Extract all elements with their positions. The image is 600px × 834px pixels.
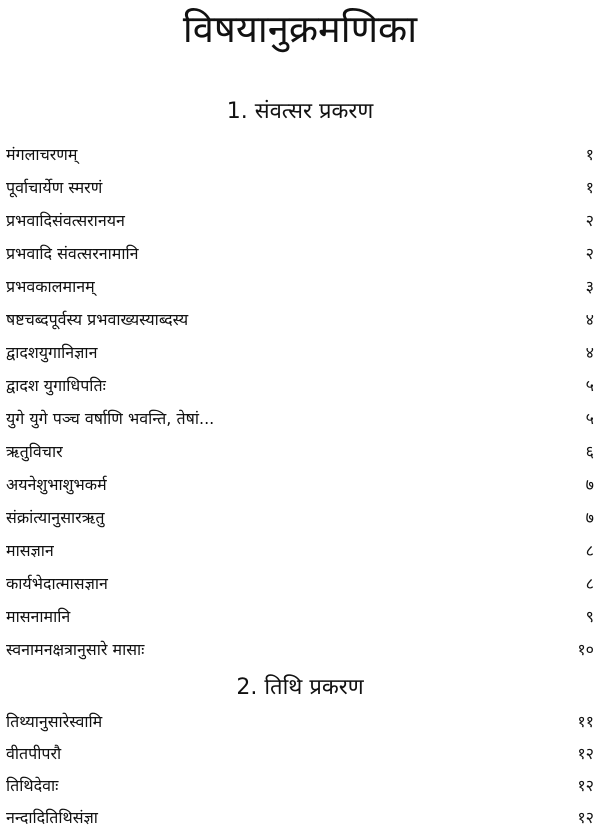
entry-title: अयनेशुभाशुभकर्म <box>6 475 107 494</box>
toc-entry[interactable] <box>0 237 600 270</box>
entry-page-number: १२ <box>577 776 594 795</box>
entry-title: तिथिदेवाः <box>6 776 59 795</box>
entry-page-number: ६ <box>585 442 594 461</box>
entry-page-number: ८ <box>585 574 594 593</box>
toc-entry[interactable] <box>0 435 600 468</box>
entry-title: तिथ्यानुसारेस्वामि <box>6 712 103 731</box>
entry-title: नन्दादितिथिसंज्ञा <box>6 808 98 827</box>
entry-page-number: ४ <box>585 343 594 362</box>
entry-title: मासज्ञान <box>6 541 54 560</box>
entry-page-number: १ <box>585 178 594 197</box>
toc-entry[interactable] <box>0 468 600 501</box>
toc-entry[interactable] <box>0 270 600 303</box>
section-heading-tithi: 2. तिथि प्रकरण <box>236 675 364 700</box>
toc-entry[interactable] <box>0 534 600 567</box>
toc-entry[interactable] <box>0 738 600 770</box>
entry-title: संक्रांत्यानुसारऋतु <box>6 508 105 527</box>
toc-entry[interactable] <box>0 706 600 738</box>
entry-page-number: ८ <box>585 541 594 560</box>
entry-title: पूर्वाचार्येण स्मरणं <box>6 178 103 197</box>
entry-page-number: २ <box>585 211 594 230</box>
entry-page-number: १० <box>577 640 594 659</box>
entry-page-number: १२ <box>577 808 594 827</box>
toc-entry[interactable] <box>0 802 600 834</box>
toc-list-tithi <box>0 706 600 834</box>
entry-page-number: ७ <box>585 475 594 494</box>
entry-title: स्वनामनक्षत्रानुसारे मासाः <box>6 640 145 659</box>
entry-page-number: १ <box>585 145 594 164</box>
toc-entry[interactable] <box>0 567 600 600</box>
entry-title: प्रभवादिसंवत्सरानयन <box>6 211 125 230</box>
section-heading-samvatsar: 1. संवत्सर प्रकरण <box>226 99 374 124</box>
entry-title: द्वादशयुगानिज्ञान <box>6 343 98 362</box>
entry-page-number: ४ <box>585 310 594 329</box>
entry-page-number: ५ <box>585 409 594 428</box>
toc-entry[interactable] <box>0 204 600 237</box>
entry-title: षष्टचब्दपूर्वस्य प्रभवाख्यस्याब्दस्य <box>6 310 189 329</box>
entry-title: मंगलाचरणम् <box>6 145 78 164</box>
toc-entry[interactable] <box>0 402 600 435</box>
toc-entry[interactable] <box>0 770 600 802</box>
entry-page-number: १२ <box>577 744 594 763</box>
entry-title: मासनामानि <box>6 607 71 626</box>
toc-list-samvatsar <box>0 138 600 666</box>
entry-title: कार्यभेदात्मासज्ञान <box>6 574 108 593</box>
toc-entry[interactable] <box>0 303 600 336</box>
toc-entry[interactable] <box>0 138 600 171</box>
entry-page-number: ९ <box>585 607 594 626</box>
entry-title: प्रभवादि संवत्सरनामानि <box>6 244 139 263</box>
toc-entry[interactable] <box>0 501 600 534</box>
entry-page-number: २ <box>585 244 594 263</box>
entry-title: प्रभवकालमानम् <box>6 277 95 296</box>
toc-entry[interactable] <box>0 633 600 666</box>
entry-page-number: ५ <box>585 376 594 395</box>
entry-title: युगे युगे पञ्च वर्षाणि भवन्ति, तेषां... <box>6 409 215 428</box>
toc-entry[interactable] <box>0 336 600 369</box>
entry-page-number: ११ <box>577 712 594 731</box>
entry-title: ऋतुविचार <box>6 442 63 461</box>
entry-page-number: ३ <box>585 277 594 296</box>
entry-page-number: ७ <box>585 508 594 527</box>
page-title: विषयानुक्रमणिका <box>182 7 418 51</box>
entry-title: वीतपीपरौ <box>6 744 62 763</box>
toc-entry[interactable] <box>0 369 600 402</box>
entry-title: द्वादश युगाधिपतिः <box>6 376 106 395</box>
toc-entry[interactable] <box>0 171 600 204</box>
toc-entry[interactable] <box>0 600 600 633</box>
